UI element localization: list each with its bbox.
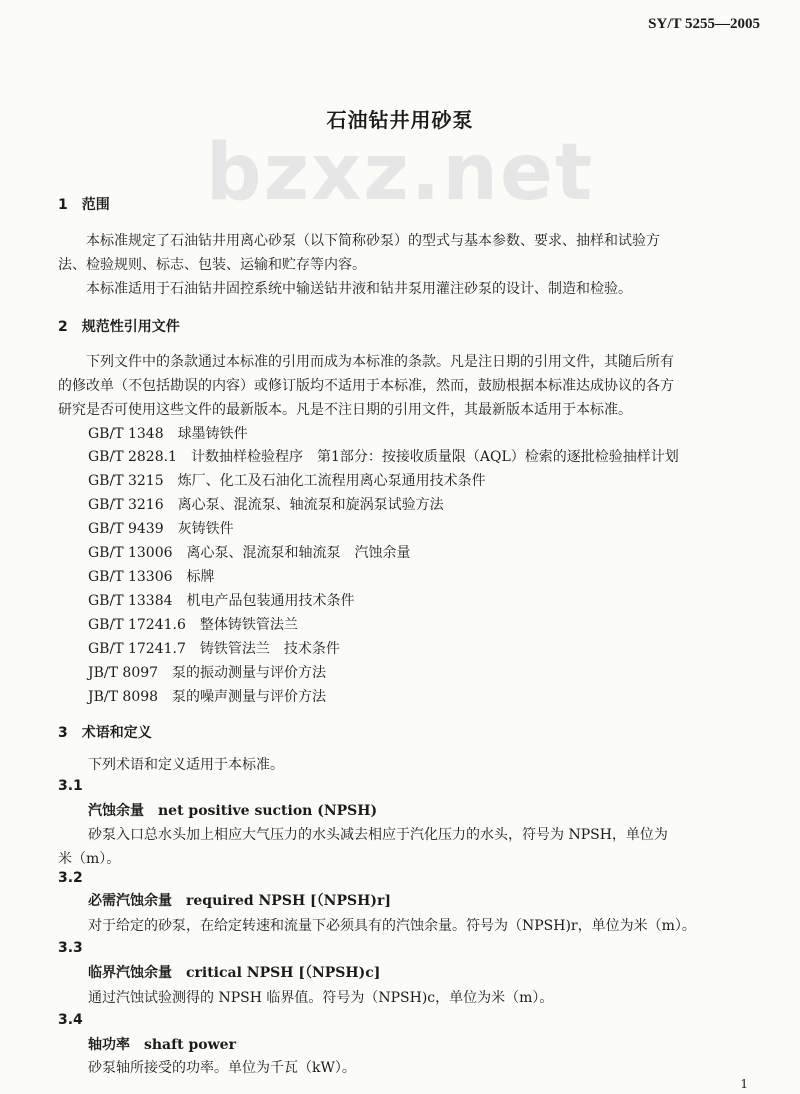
reference-item: JB/T 8098 泵的噪声测量与评价方法 — [88, 689, 327, 705]
paragraph-line: 研究是否可使用这些文件的最新版本。凡是不注日期的引用文件，其最新版本适用于本标准。 — [58, 402, 632, 418]
clause-number: 3.4 — [58, 1012, 83, 1028]
reference-item: GB/T 17241.7 铸铁管法兰 技术条件 — [88, 641, 340, 657]
reference-item: GB/T 17241.6 整体铸铁管法兰 — [88, 617, 298, 633]
reference-item: GB/T 13306 标牌 — [88, 569, 215, 585]
reference-item: GB/T 3215 炼厂、化工及石油化工流程用离心泵通用技术条件 — [88, 473, 486, 489]
reference-item: GB/T 3216 离心泵、混流泵、轴流泵和旋涡泵试验方法 — [88, 497, 444, 513]
term-definition: 米（m）。 — [58, 851, 121, 867]
reference-item: GB/T 13384 机电产品包装通用技术条件 — [88, 593, 355, 609]
term-definition: 通过汽蚀试验测得的 NPSH 临界值。符号为（NPSH)c，单位为米（m）。 — [88, 990, 554, 1006]
paragraph-line: 的修改单（不包括勘误的内容）或修订版均不适用于本标准，然而，鼓励根据本标准达成协议的各方 — [58, 378, 674, 394]
paragraph-line: 下列术语和定义适用于本标准。 — [88, 757, 284, 773]
section-heading-terms: 3 术语和定义 — [58, 725, 152, 741]
section-heading-scope: 1 范围 — [58, 197, 110, 213]
term-title: 汽蚀余量 net positive suction (NPSH) — [88, 803, 378, 819]
reference-item: GB/T 13006 离心泵、混流泵和轴流泵 汽蚀余量 — [88, 545, 411, 561]
clause-number: 3.2 — [58, 870, 83, 886]
term-definition: 对于给定的砂泵，在给定转速和流量下必须具有的汽蚀余量。符号为（NPSH)r，单位为米（m）。 — [88, 918, 696, 934]
paragraph-line: 本标准适用于石油钻井固控系统中输送钻井液和钻井泵用灌注砂泵的设计、制造和检验。 — [86, 281, 632, 297]
document-title: 石油钻井用砂泵 — [326, 108, 474, 132]
clause-number: 3.3 — [58, 940, 83, 956]
reference-item: GB/T 9439 灰铸铁件 — [88, 521, 234, 537]
term-title: 临界汽蚀余量 critical NPSH [（NPSH)c] — [88, 965, 381, 981]
reference-item: GB/T 2828.1 计数抽样检验程序 第1部分：按接收质量限（AQL）检索的逐批检验抽样计划 — [88, 449, 679, 465]
paragraph-line: 法、检验规则、标志、包装、运输和贮存等内容。 — [58, 257, 366, 273]
term-title: 必需汽蚀余量 required NPSH [（NPSH)r] — [88, 893, 391, 909]
watermark: bzxz.net — [205, 128, 595, 218]
paragraph-line: 下列文件中的条款通过本标准的引用而成为本标准的条款。凡是注日期的引用文件，其随后所有 — [86, 354, 674, 370]
section-heading-references: 2 规范性引用文件 — [58, 319, 180, 335]
standard-code: SY/T 5255—2005 — [648, 16, 760, 32]
term-definition: 砂泵轴所接受的功率。单位为千瓦（kW）。 — [88, 1060, 356, 1076]
reference-item: JB/T 8097 泵的振动测量与评价方法 — [88, 665, 327, 681]
term-definition: 砂泵入口总水头加上相应大气压力的水头减去相应于汽化压力的水头，符号为 NPSH，单位为 — [88, 827, 668, 843]
term-title: 轴功率 shaft power — [88, 1037, 236, 1053]
paragraph-line: 本标准规定了石油钻井用离心砂泵（以下简称砂泵）的型式与基本参数、要求、抽样和试验方 — [86, 233, 660, 249]
clause-number: 3.1 — [58, 778, 83, 794]
page-number: 1 — [740, 1077, 748, 1091]
reference-item: GB/T 1348 球墨铸铁件 — [88, 426, 248, 442]
